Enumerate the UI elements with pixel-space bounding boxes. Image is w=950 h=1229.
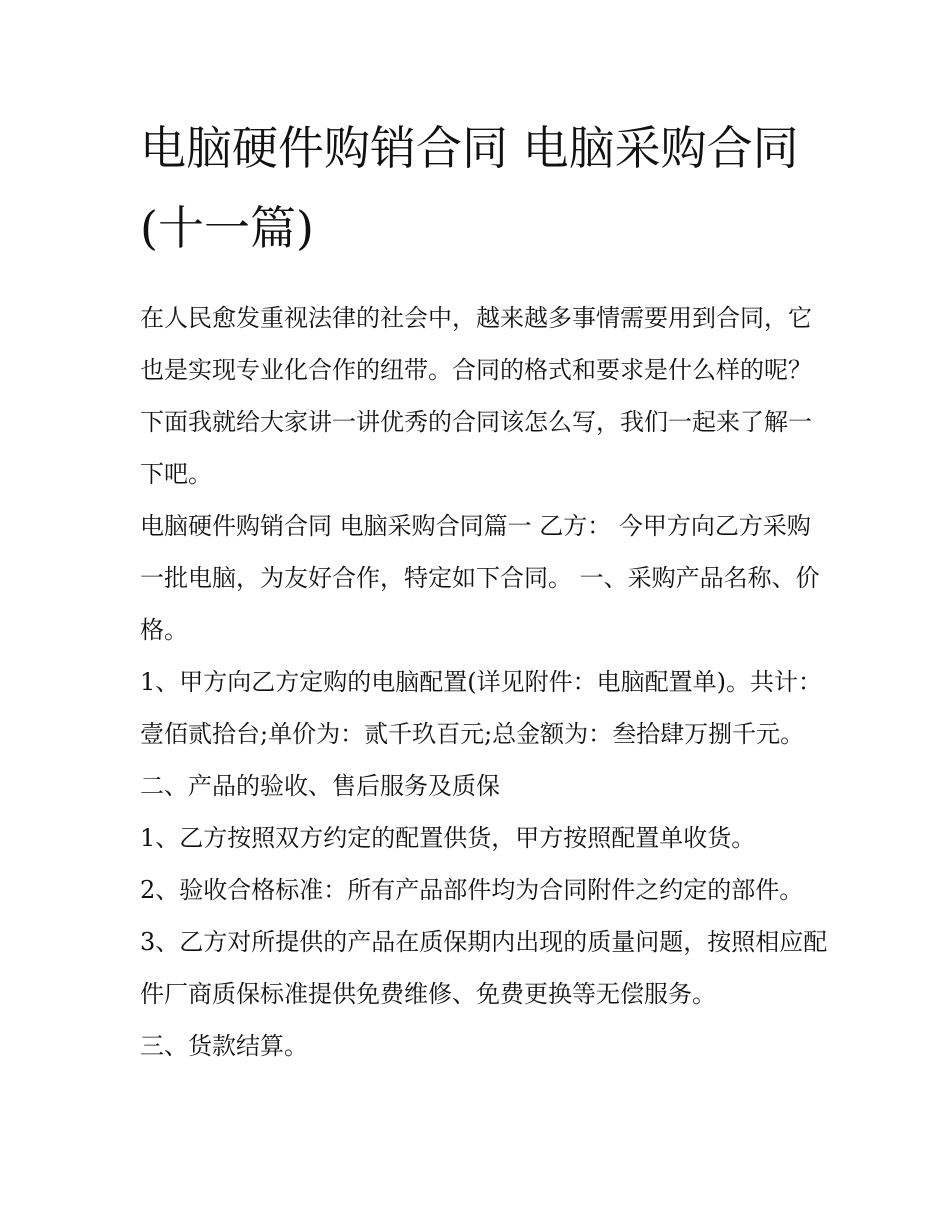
contract-opening-paragraph: 电脑硬件购销合同 电脑采购合同篇一 乙方： 今甲方向乙方采购一批电脑，为友好合作，特定如下合同。 一、采购产品名称、价格。 xyxy=(140,512,820,644)
delivery-paragraph: 1、乙方按照双方约定的配置供货，甲方按照配置单收货。 xyxy=(140,824,756,852)
intro-paragraph: 在人民愈发重视法律的社会中，越来越多事情需要用到合同，它也是实现专业化合作的纽带。合同的格式和要求是什么样的呢？下面我就给大家讲一讲优秀的合同该怎么写，我们一起来了解一下吧。 xyxy=(140,304,812,488)
acceptance-standard-paragraph: 2、验收合格标准：所有产品部件均为合同附件之约定的部件。 xyxy=(140,876,804,904)
pricing-paragraph: 1、甲方向乙方定购的电脑配置(详见附件：电脑配置单)。共计：壹佰贰拾台;单价为：贰千玖百元;总金额为：叁拾肆万捌千元。 二、产品的验收、售后服务及质保 xyxy=(140,668,822,800)
document-title: 电脑硬件购销合同 电脑采购合同(十一篇) xyxy=(140,121,799,255)
payment-settlement-heading: 三、货款结算。 xyxy=(140,1032,308,1060)
warranty-paragraph: 3、乙方对所提供的产品在质保期内出现的质量问题，按照相应配件厂商质保标准提供免费维修、免费更换等无偿服务。 xyxy=(140,928,828,1008)
document-body xyxy=(140,108,830,1072)
